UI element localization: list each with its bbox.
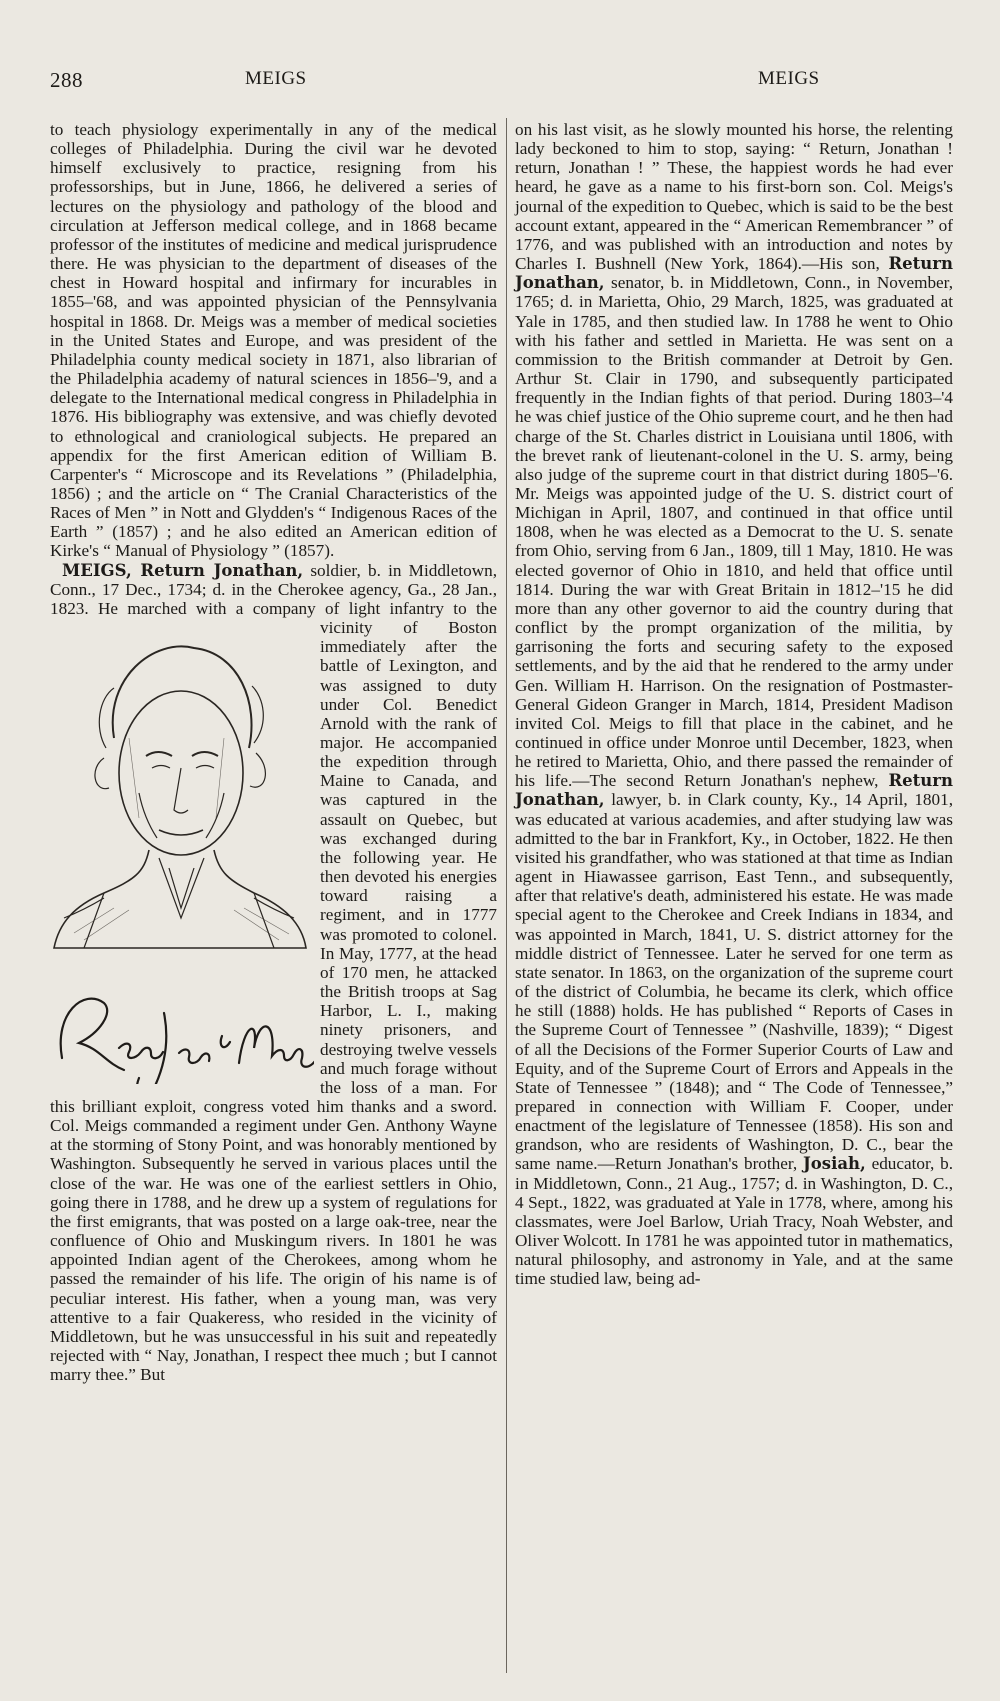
entry-heading: MEIGS, Return Jonathan, xyxy=(62,560,304,580)
entry-text-part-2: ton immediately after the battle of Lexington, and was assigned to duty under Col. Benedict Arnold with the rank of major. He accompanied the expedition through Maine to Canada, and was captured in the assault on Quebec, but was exchanged during the following year. He then devoted his energies toward raising a regiment, and in 1777 was promoted to colonel. In May, 1777, at the head of 170 men, he attacked the British troops at Sag Harbor, L. I., making ninety prisoners, and destroying twelve vessels and much forage without the loss of a man. For this brilliant exploit, congress voted him thanks and a sword. Col. Meigs commanded a regiment under Gen. Anthony Wayne at the storming of Stony Point, and was honorably mentioned by Washington. Subsequently he served in various places until the close of the war. He was one of the earliest settlers in Ohio, going there in 1788, and he drew up a system of regulations for the first emigrants, that was posted on a large oak-tree, near the confluence of Ohio and Muskingum rivers. In 1801 he was appointed Indian agent of the Cherokees, among whom he passed the remainder of his life. The origin of his name is of peculiar interest. His father, when a young man, was very attentive to a fair Quakeress, who resided in the vicinity of Middletown, but he was unsuccessful in his suit and repeatedly rejected with “ Nay, Jonathan, I respect thee much ; but I cannot marry thee.” But xyxy=(50,618,497,1385)
text-segment-c: lawyer, b. in Clark county, Ky., 14 April, 1801, was educated at various academies, and after studying law was admitted to the bar in Frankfort, Ky., in October, 1822. He then visited his grandfather, who was stationed at that time as Indian agent in Hiawassee garrison, East Tenn., and subsequently, after that relative's death, administered his estate. He was made special agent to the Cherokee and Creek Indians in 1834, and was appointed in March, 1841, U. S. district attorney for the middle district of Tennessee. Later he served for one term as state senator. In 1863, on the organization of the supreme court of the district of Columbia, he became its clerk, which office he still (1888) holds. He has published “ Reports of Cases in the Supreme Court of Tennessee ” (Nashville, 1839); “ Digest of all the Decisions of the Former Superior Courts of Law and Equity, and of the Supreme Court of Errors and Appeals in the State of Tennessee ” (1848); and “ The Code of Tennessee,” prepared in connection with William F. Cooper, under enactment of the legislature of Tennessee (1858). His son and grandson, who are residents of Washington, D. C., bear the same name.—Return Jonathan's brother, xyxy=(515,790,953,1174)
right-column xyxy=(515,120,953,1289)
text-segment-d: educator, b. in Middletown, Conn., 21 Aug., 1757; d. in Washington, D. C., 4 Sept., 1822, was graduated at Yale in 1778, where, among his classmates, were Joel Barlow, Uriah Tracy, Noah Webster, and Oliver Wolcott. In 1781 he was appointed tutor in mathematics, natural philosophy, and astronomy in Yale, and at the same time studied law, being ad- xyxy=(515,1154,953,1289)
name-return-jonathan-senator: Return Jonathan, xyxy=(515,254,953,293)
column-divider xyxy=(506,118,507,1673)
continued-paragraph: to teach physiology experimentally in any of the medical colleges of Philadelphia. During the civil war he devoted himself exclusively to practice, resigning from his professorships, but in June, 1866, he delivered a series of lectures on the physiology and pathology of the blood and circulation at Jefferson medical college, and in 1868 became professor of the institutes of medicine and medical jurisprudence there. He was physician to the department of diseases of the chest in Howard hospital and infirmary for incurables in 1855–'68, and was appointed physician of the Pennsylvania hospital in 1868. Dr. Meigs was a member of medical societies in the United States and Europe, and was president of the Philadelphia county medical society in 1871, also librarian of the Philadelphia academy of natural sciences in 1856–'9, and a delegate to the International medical congress in Philadelphia in 1876. His bibliography was extensive, and was chiefly devoted to ethnological and craniological subjects. He prepared an appendix for the first American edition of William B. Carpenter's “ Microscope and its Revelations ” (Philadelphia, 1856) ; and the article on “ The Cranial Characteristics of the Races of Men ” in Nott and Glydden's “ Indigenous Races of the Earth ” (1857) ; and he also edited an American edition of Kirke's “ Manual of Physiology ” (1857). xyxy=(50,120,497,561)
page-number: 288 xyxy=(50,68,83,92)
portrait-engraving xyxy=(44,618,314,1084)
left-column xyxy=(50,120,497,1384)
portrait-figure-svg xyxy=(44,618,314,1084)
text-segment-b: senator, b. in Middletown, Conn., in November, 1765; d. in Marietta, Ohio, 29 March, 1825, was graduated at Yale in 1785, and then studied law. In 1788 he went to Ohio with his father and settled in Marietta. He was sent on a commission to the British commander at Detroit by Gen. Arthur St. Clair in 1790, and subsequently participated frequently in the Indian fights of that period. During 1803–'4 he was chief justice of the Ohio supreme court, and he then had charge of the St. Charles district in Louisiana until 1806, with the brevet rank of lieutenant-colonel in the U. S. army, being also judge of the supreme court in that district during 1805–'6. Mr. Meigs was appointed judge of the U. S. district court of Michigan in April, 1807, and continued in that office until 1808, when he was elected as a Democrat to the U. S. senate from Ohio, serving from 6 Jan., 1809, till 1 May, 1810. He was elected governor of Ohio in 1810, and held that office until 1814. During the war with Great Britain in 1812–'15 he did more than any other governor to aid the country during that conflict by the prompt organization of the militia, by garrisoning the forts and securing safety to the exposed settlements, and by the aid that he rendered to the army under Gen. William H. Harrison. On the resignation of Postmaster-General Gideon Granger in March, 1814, President Madison invited Col. Meigs to fill that place in the cabinet, and he continued in office under Monroe until December, 1823, when he retired to Marietta, Ohio, and there passed the remainder of his life.—The second Return Jonathan's nephew, xyxy=(515,273,953,791)
entry-text-part-1: soldier, b. in Middletown, Conn., 17 Dec., 1734; d. in the Cherokee agency, Ga., 28 Jan., 1823. He marched with a company of light infantry to the vicinity of Bos xyxy=(50,560,498,638)
running-head-left: MEIGS xyxy=(245,68,307,89)
page-header xyxy=(50,68,945,96)
right-column-text xyxy=(515,120,953,1289)
signature xyxy=(61,999,314,1084)
entry-return-jonathan-meigs xyxy=(50,561,497,1385)
text-segment-a: on his last visit, as he slowly mounted his horse, the relenting lady beckoned to him to stop, saying: “ Return, Jonathan ! return, Jonathan ! ” These, the happiest words he had ever heard, he gave as a name to his first-born son. Col. Meigs's journal of the expedition to Quebec, which is said to be the best account extant, appeared in the “ American Remembrancer ” of 1776, and was published with an introduction and notes by Charles I. Bushnell (New York, 1864).—His son, xyxy=(515,120,953,274)
name-return-jonathan-lawyer: Return Jonathan, xyxy=(515,771,953,810)
running-head-right: MEIGS xyxy=(758,68,820,89)
name-josiah: Josiah, xyxy=(802,1154,866,1174)
